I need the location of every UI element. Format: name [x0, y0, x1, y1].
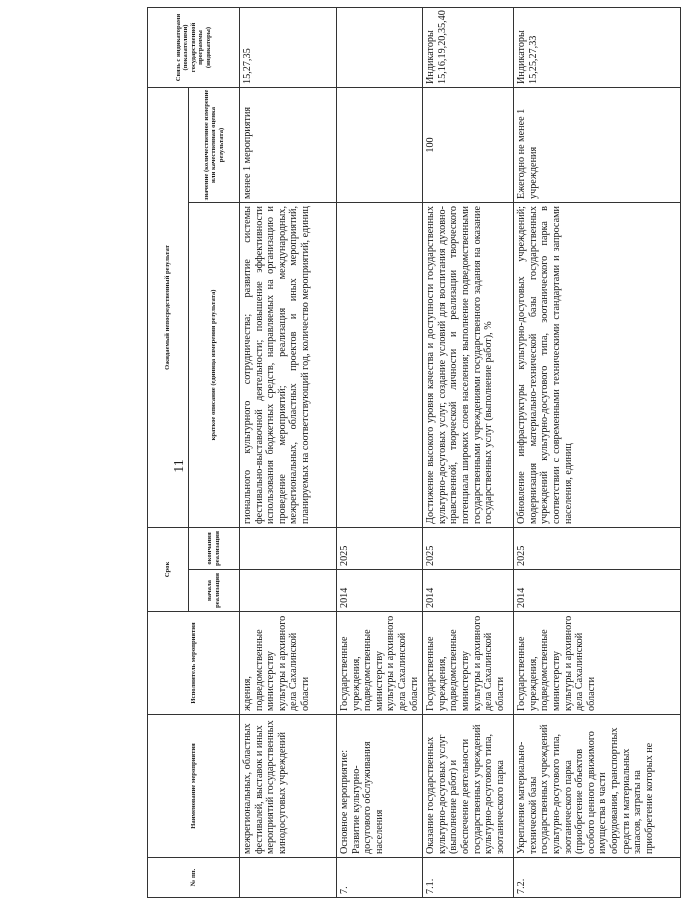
- row-result-value: менее 1 мероприятия: [240, 87, 337, 202]
- row-result-value: [337, 87, 423, 202]
- header-result: Ожидаемый непосредственный результат: [148, 87, 189, 527]
- row-end: [240, 528, 337, 570]
- row-start: 2014: [514, 570, 681, 612]
- header-result-value: значение (количественное измерение или качественная оценка результата): [189, 87, 240, 202]
- row-executor: ждения, подведомственные министерству культуры и архивного дела Сахалинской области: [240, 612, 337, 715]
- row-indicators: 15,27,35: [240, 7, 337, 87]
- table-row: [240, 7, 337, 897]
- row-indicators: Индикаторы 15,16,19,20,35,40: [423, 7, 514, 87]
- header-term: Срок: [148, 528, 189, 612]
- row-executor: Государственные учреждения, подведомственные министерству культуры и архивного дела Сахалинской области: [514, 612, 681, 715]
- table-row: [514, 7, 681, 897]
- row-num: [240, 858, 337, 898]
- row-num: 7.2.: [514, 858, 681, 898]
- rotated-page: [147, 8, 655, 898]
- header-result-desc: краткое описание (единица измерения результата): [189, 203, 240, 528]
- row-end: 2025: [423, 528, 514, 570]
- row-start: 2014: [423, 570, 514, 612]
- row-start: 2014: [337, 570, 423, 612]
- row-name: Оказание государственных культурно-досуговых услуг (выполнение работ) и обеспечение деятельности государственных учреждений культурно-досугового типа, зоотанического парка: [423, 715, 514, 858]
- row-result-desc: гионального культурного сотрудничества; развитие системы фестивально-выставочной деятельности; повышение эффективности использования бюджетных средств, направляемых на организацию и проведение мероприятий; реализация международных, межрегиональных, областных проектов и иных мероприятий, планируемых на соответствующий год, количество мероприятий, единиц: [240, 203, 337, 528]
- row-num: 7.1.: [423, 858, 514, 898]
- row-result-desc: Достижение высокого уровня качества и доступности государственных культурно-досуговых услуг, создание условий для воспитания духовно-нравственной, творческой личности и реализации творческого потенциала широких слоев населения; выполнение подведомственными государственными учреждениями государственного задания на оказание государственных услуг (выполнение работ), %: [423, 203, 514, 528]
- row-executor: Государственные учреждения, подведомственные министерству культуры и архивного дела Сахалинской области: [337, 612, 423, 715]
- page-number: 11: [172, 459, 187, 473]
- row-num: 7.: [337, 858, 423, 898]
- header-name: Наименование мероприятия: [148, 715, 240, 858]
- row-name: межрегиональных, областных фестивалей, выставок и иных мероприятий государственных кинодосуговых учреждений: [240, 715, 337, 858]
- header-num: № пп.: [148, 858, 240, 898]
- row-indicators: Индикаторы 15,25,27,33: [514, 7, 681, 87]
- row-start: [240, 570, 337, 612]
- row-name: Основное мероприятие: Развитие культурно-досугового обслуживания населения: [337, 715, 423, 858]
- header-indicators: Связь с индикаторами (показателями) государственной программы (индикаторы): [148, 7, 240, 87]
- row-result-value: 100: [423, 87, 514, 202]
- table-row: [337, 7, 423, 897]
- row-indicators: [337, 7, 423, 87]
- row-end: 2025: [337, 528, 423, 570]
- header-term-start: начала реализации: [189, 570, 240, 612]
- row-result-desc: [337, 203, 423, 528]
- row-end: 2025: [514, 528, 681, 570]
- header-term-end: окончания реализации: [189, 528, 240, 570]
- row-result-value: Ежегодно не менее 1 учреждения: [514, 87, 681, 202]
- table-row: [423, 7, 514, 897]
- row-executor: Государственные учреждения, подведомственные министерству культуры и архивного дела Сахалинской области: [423, 612, 514, 715]
- row-result-desc: Обновление инфраструктуры культурно-досуговых учреждений; модернизация материально-технической базы государственных учреждений культурно-досугового типа, зоотанического парка в соответствии с современными техническими стандартами и запросами населения, единиц: [514, 203, 681, 528]
- header-executor: Исполнитель мероприятия: [148, 612, 240, 715]
- program-table: [147, 7, 681, 898]
- row-name: Укрепление материально-технической базы государственных учреждений культурно-досугового типа, зоотанического парка (приобретение объектов особого ценного движимого имущества в части оборудования, транспортных средств и материальных запасов, затраты на приобретение которых не: [514, 715, 681, 858]
